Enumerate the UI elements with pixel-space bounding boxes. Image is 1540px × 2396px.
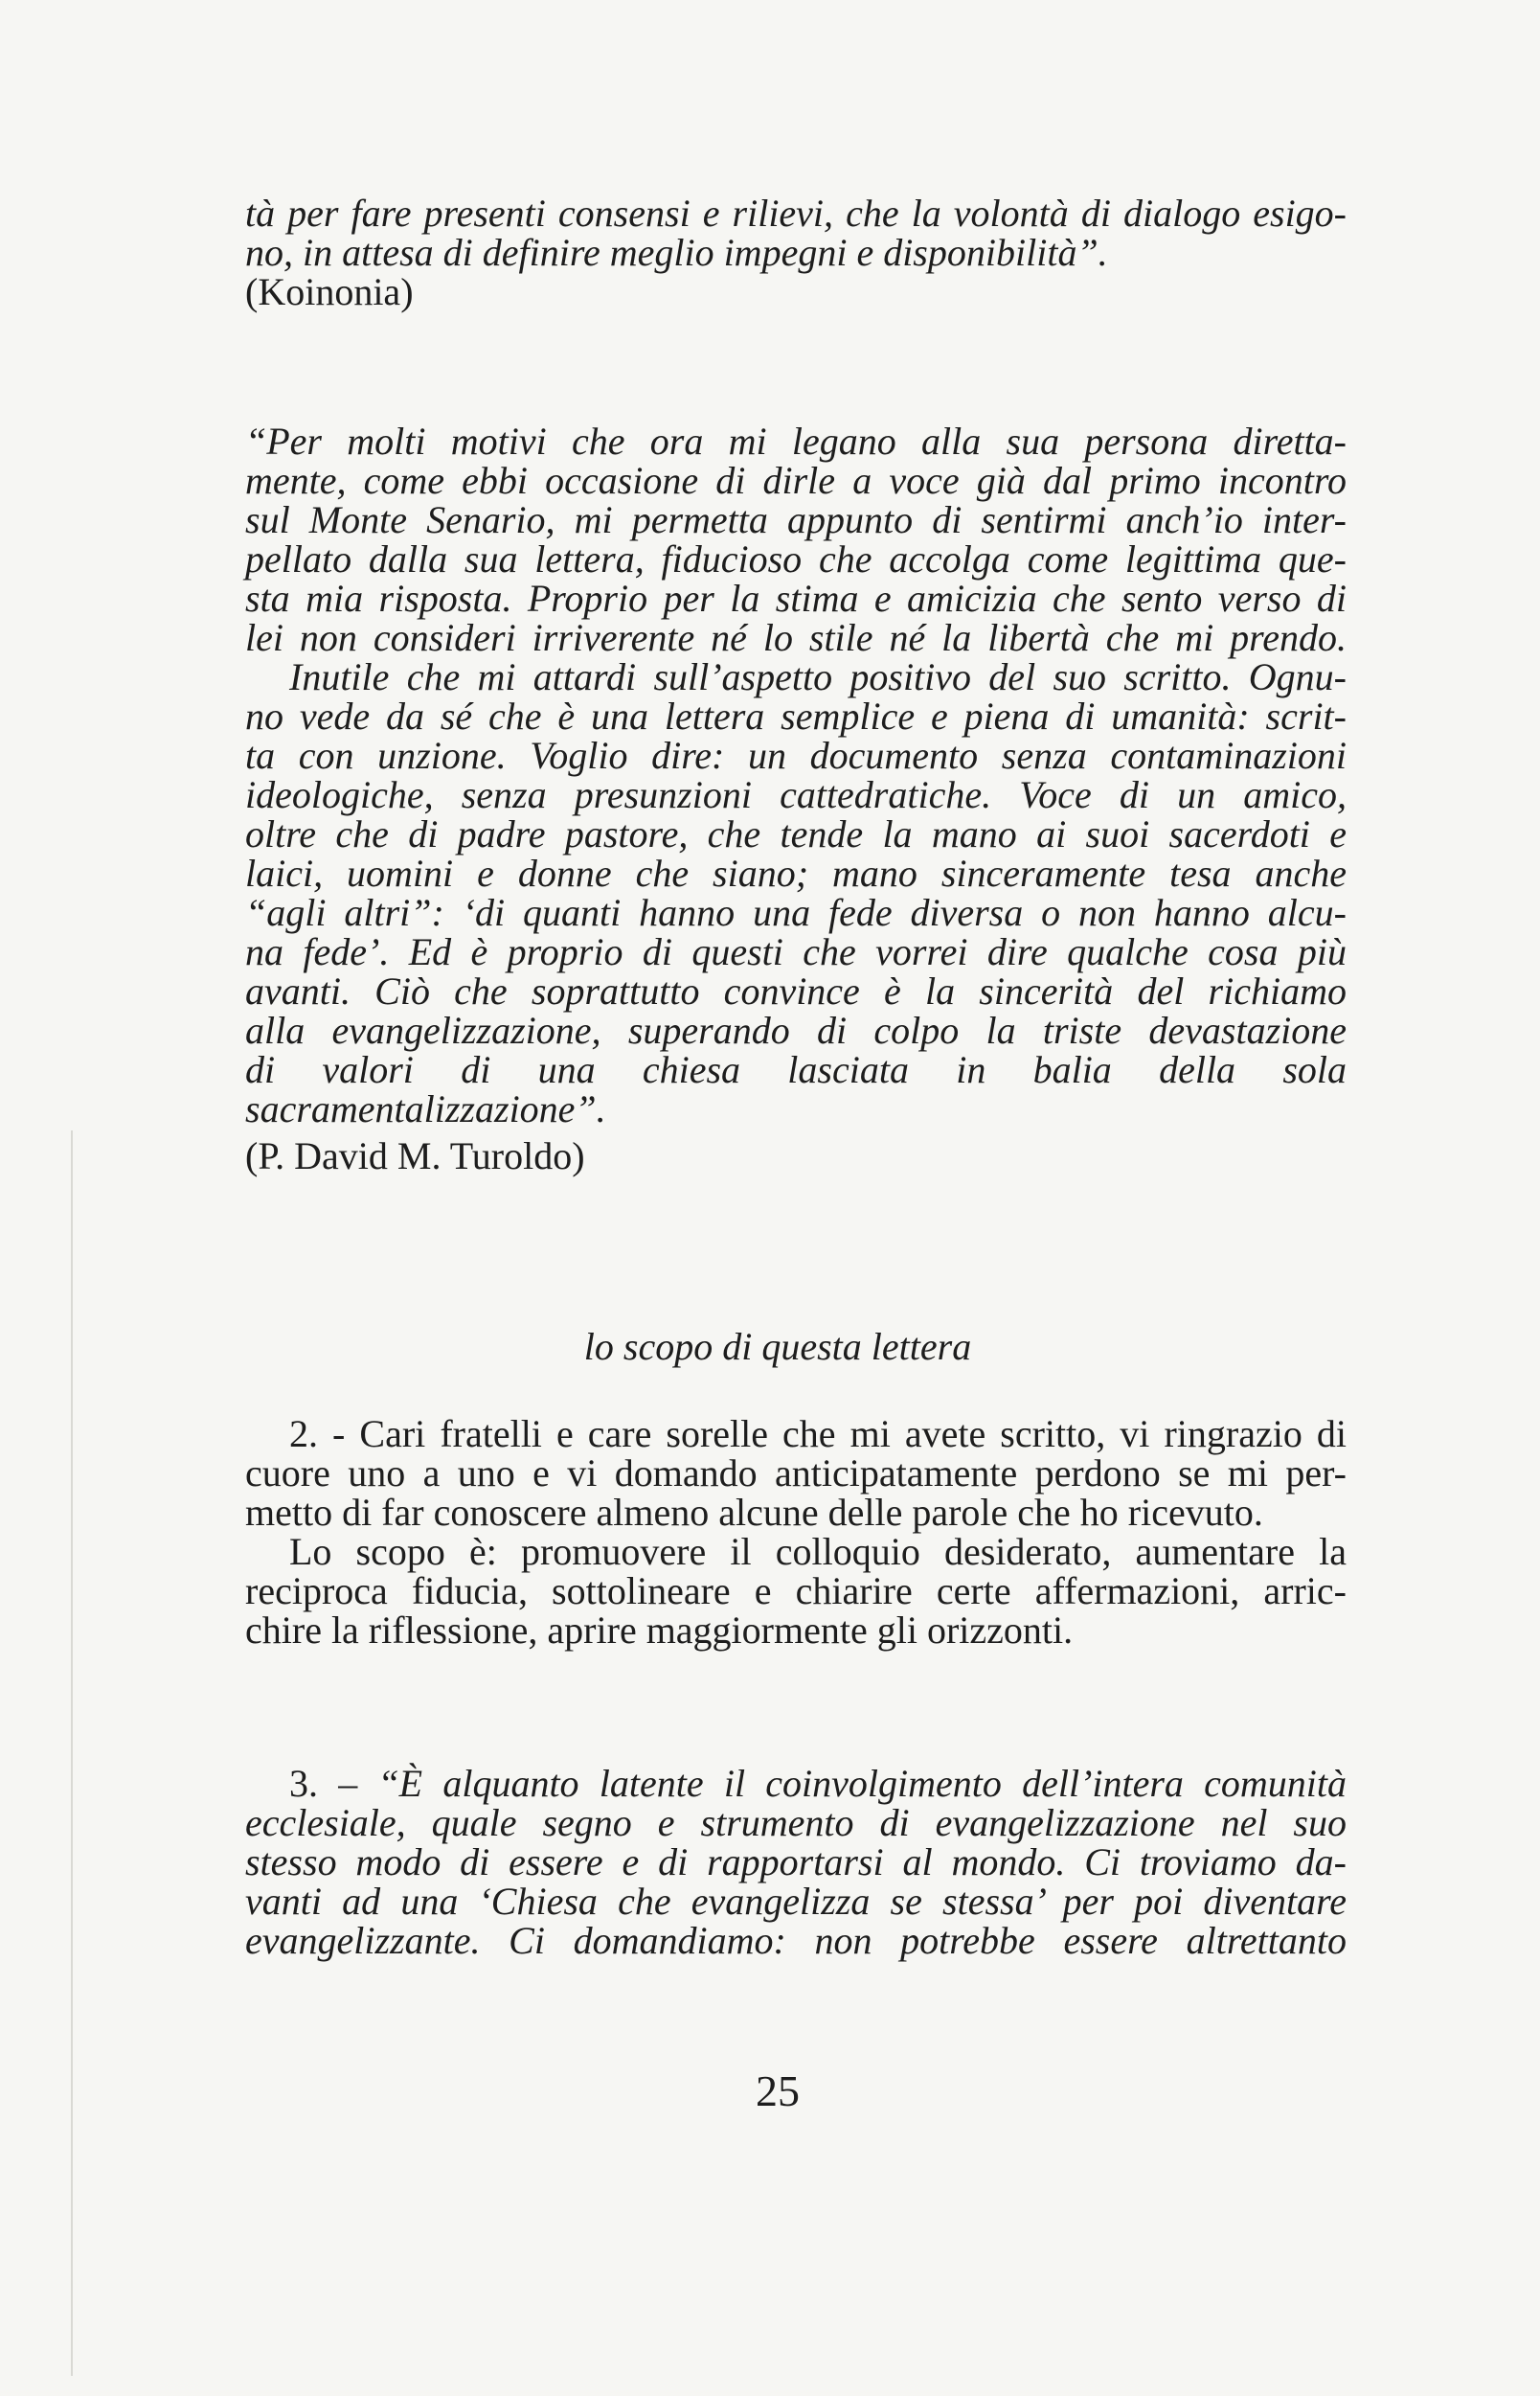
- paragraph-number: 3. –: [289, 1762, 378, 1805]
- text-line: no, in attesa di definire meglio impegni e disponibilità”.: [245, 231, 1108, 274]
- text-line: reciproca fiducia, sottolineare e chiarire certe affermazioni, arric-: [245, 1569, 1347, 1612]
- text-line: ideologiche, senza presunzioni cattedratiche. Voce di un amico,: [245, 773, 1347, 816]
- text-line: alla evangelizzazione, superando di colpo la triste devastazione: [245, 1009, 1347, 1052]
- text-line: [245, 1764, 1347, 1803]
- text-line: sta mia risposta. Proprio per la stima e amicizia che sento verso di: [245, 577, 1347, 620]
- page-edge-shadow: [71, 1130, 73, 2376]
- text-line: tà per fare presenti consensi e rilievi, che la volontà di dialogo esigo-: [245, 192, 1347, 235]
- text-line: 2. - Cari fratelli e care sorelle che mi avete scritto, vi ringrazio di: [289, 1412, 1347, 1455]
- paragraph-3: [245, 1764, 1347, 1960]
- page-number: 25: [756, 2066, 800, 2115]
- text-line: Inutile che mi attardi sull’aspetto positivo del suo scritto. Ognu-: [289, 655, 1347, 698]
- text-line: stesso modo di essere e di rapportarsi al mondo. Ci troviamo da-: [245, 1840, 1347, 1883]
- text-line: sul Monte Senario, mi permetta appunto di sentirmi anch’io inter-: [245, 498, 1347, 541]
- quote-signature: (Koinonia): [245, 270, 414, 313]
- text-line: oltre che di padre pastore, che tende la mano ai suoi sacerdoti e: [245, 812, 1347, 856]
- text-line: metto di far conoscere almeno alcune delle parole che ho ricevuto.: [245, 1491, 1263, 1534]
- text-line: lei non consideri irriverente né lo stile né la libertà che mi prendo.: [245, 616, 1347, 659]
- text-line: avanti. Ciò che soprattutto convince è la sincerità del richiamo: [245, 970, 1347, 1013]
- text-line: “agli altri”: ‘di quanti hanno una fede diversa o non hanno alcu-: [245, 891, 1347, 934]
- text-line: evangelizzante. Ci domandiamo: non potrebbe essere altrettanto: [245, 1919, 1347, 1962]
- text-line: di valori di una chiesa lasciata in balia della sola: [245, 1048, 1347, 1091]
- text-line-content: “È alquanto latente il coinvolgimento dell’intera comunità: [377, 1762, 1348, 1805]
- text-line: chire la riflessione, aprire maggiormente gli orizzonti.: [245, 1609, 1074, 1652]
- text-line: no vede da sé che è una lettera semplice e piena di umanità: scrit-: [245, 695, 1347, 738]
- text-line: sacramentalizzazione”.: [245, 1087, 606, 1130]
- text-line: ecclesiale, quale segno e strumento di evangelizzazione nel suo: [245, 1801, 1347, 1844]
- text-line: na fede’. Ed è proprio di questi che vorrei dire qualche cosa più: [245, 930, 1347, 973]
- quote-koinonia: [245, 194, 1347, 311]
- text-line: laici, uomini e donne che siano; mano sinceramente tesa anche: [245, 852, 1347, 895]
- text-line: pellato dalla sua lettera, fiducioso che accolga come legittima que-: [245, 537, 1347, 581]
- quote-turoldo: [245, 422, 1347, 1175]
- text-line: vanti ad una ‘Chiesa che evangelizza se stessa’ per poi diventare: [245, 1880, 1347, 1923]
- text-line: “Per molti motivi che ora mi legano alla sua persona diretta-: [245, 420, 1347, 463]
- text-line: ta con unzione. Voglio dire: un documento senza contaminazioni: [245, 734, 1347, 777]
- text-line: Lo scopo è: promuovere il colloquio desiderato, aumentare la: [289, 1530, 1347, 1573]
- text-line: cuore uno a uno e vi domando anticipatamente perdono se mi per-: [245, 1451, 1347, 1495]
- text-line: mente, come ebbi occasione di dirle a voce già dal primo incontro: [245, 459, 1347, 502]
- section-heading: lo scopo di questa lettera: [583, 1325, 972, 1368]
- quote-signature: (P. David M. Turoldo): [245, 1134, 585, 1177]
- paragraph-2: [245, 1414, 1347, 1650]
